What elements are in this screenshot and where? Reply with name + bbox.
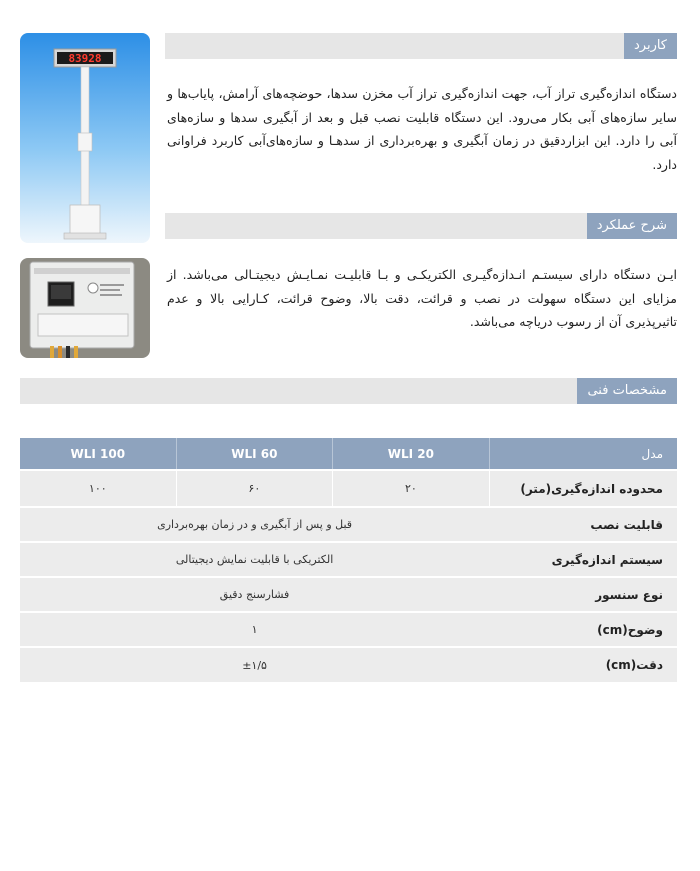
usage-section-title: کاربرد bbox=[624, 33, 677, 59]
range-value-wli60: ۶۰ bbox=[176, 470, 333, 507]
table-row bbox=[20, 470, 677, 507]
sensor-type-value: فشارسنج دقیق bbox=[20, 577, 489, 612]
accuracy-value: ±۱/۵ bbox=[20, 647, 489, 682]
row-label-installation: قابلیت نصب bbox=[489, 507, 677, 542]
table-row bbox=[20, 612, 677, 647]
pole-display-photo bbox=[20, 33, 150, 243]
model-header-wli60: WLI 60 bbox=[176, 438, 333, 470]
row-label-resolution: وضوح(cm) bbox=[489, 612, 677, 647]
usage-section-bar bbox=[165, 33, 677, 59]
range-value-wli100: ۱۰۰ bbox=[20, 470, 176, 507]
operation-section-title: شرح عملکرد bbox=[587, 213, 677, 239]
model-header-wli100: WLI 100 bbox=[20, 438, 176, 470]
table-row bbox=[20, 647, 677, 682]
range-value-wli20: ۲۰ bbox=[333, 470, 490, 507]
control-box-photo bbox=[20, 258, 150, 358]
table-header-row bbox=[20, 438, 677, 470]
measurement-system-value: الکتریکی با قابلیت نمایش دیجیتالی bbox=[20, 542, 489, 577]
display-digits: 83928 bbox=[68, 52, 102, 65]
usage-paragraph: دستگاه اندازه‌گیری تراز آب، جهت اندازه‌گیری تراز آب مخزن سدها، حوضچه‌های آرامش، پایاب‌ها و سایر سازه‌های آبی بکار می‌رود. این دستگاه قابلیت نصب قبل و بعد از آبگیری سدها و سازه‌های آبی را دارد. این ابزاردقیق در زمان آبگیری و بهره‌برداری از سدهـا و سازه‌های‌آبی کاربرد فراوانی دارد. bbox=[167, 86, 677, 172]
row-label-accuracy: دقت(cm) bbox=[489, 647, 677, 682]
digital-display-pole-icon bbox=[20, 33, 150, 243]
operation-section-bar bbox=[165, 213, 677, 239]
row-label-range: محدوده اندازه‌گیری(متر) bbox=[489, 470, 677, 507]
table-row bbox=[20, 577, 677, 612]
specs-section-bar bbox=[20, 378, 677, 404]
table-row bbox=[20, 507, 677, 542]
table-row bbox=[20, 542, 677, 577]
row-label-sensor-type: نوع سنسور bbox=[489, 577, 677, 612]
resolution-value: ۱ bbox=[20, 612, 489, 647]
operation-paragraph: ایـن دستگاه دارای سیستـم انـدازه‌گیـری الکتریکـی و بـا قابلیـت نمـایـش دیجیتـالی می‌باشد. از مزایای این دستگاه سهولت در نصب و قرائت، دقت بالا، وضوح قرائت، کـارایی بالا و عدم تاثیرپذیری آن از رسوب دریاچه می‌باشد. bbox=[167, 267, 677, 329]
model-header-wli20: WLI 20 bbox=[333, 438, 490, 470]
model-label-header: مدل bbox=[489, 438, 677, 470]
electrical-control-box-icon bbox=[20, 258, 150, 358]
specs-section-title: مشخصات فنی bbox=[577, 378, 677, 404]
installation-value: قبل و پس از آبگیری و در زمان بهره‌برداری bbox=[20, 507, 489, 542]
specs-table bbox=[20, 438, 677, 682]
row-label-measurement-system: سیستم اندازه‌گیری bbox=[489, 542, 677, 577]
